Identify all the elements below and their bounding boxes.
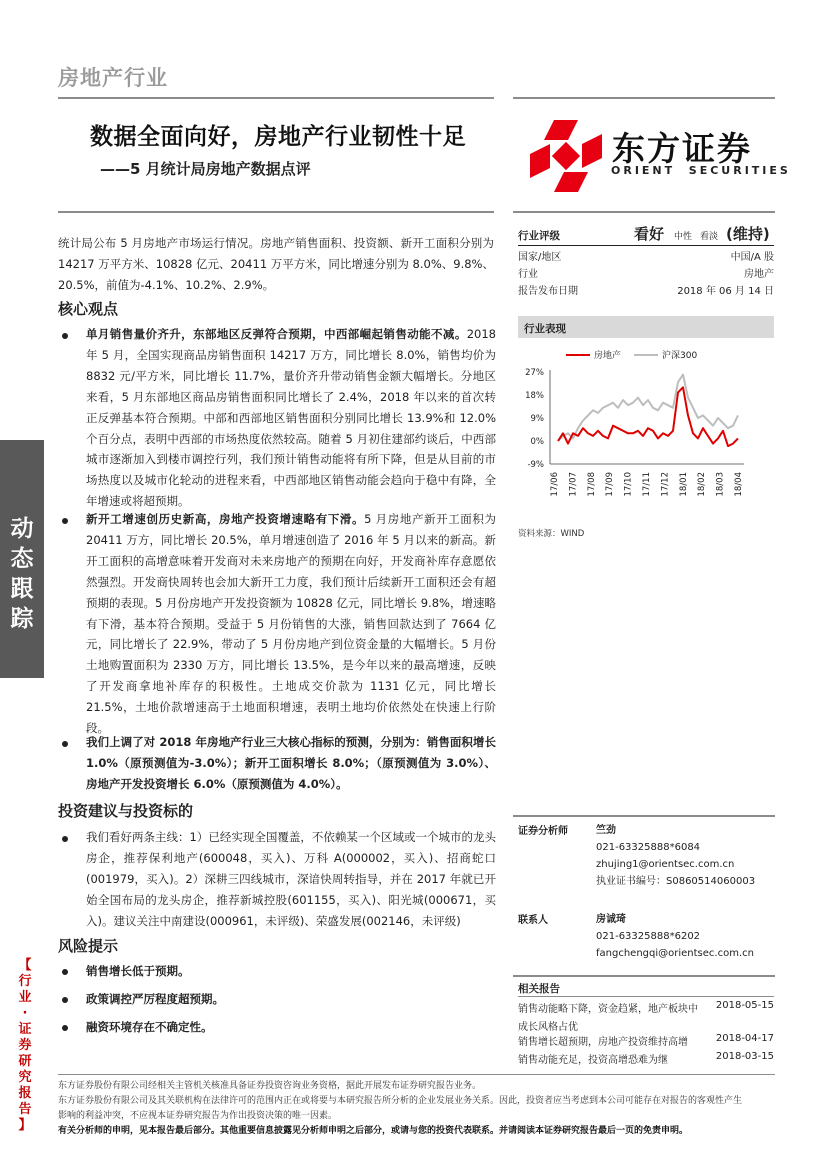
y-tick-label: 9% <box>530 414 544 424</box>
related-report-1[interactable]: 销售动能略下降，资金趋紧，地产板块中 成长风格占优 2018-05-15 <box>518 1000 774 1033</box>
risk-item-1: 销售增长低于预期。 <box>86 964 190 978</box>
core-point-1-bold: 单月销售量价齐升，东部地区反弹符合预期，中西部崛起销售动能不减。 <box>86 327 467 341</box>
related-report-2[interactable]: 销售增长超预期，房地产投资维持高增 2018-04-17 <box>518 1033 774 1048</box>
chart-header <box>518 316 774 338</box>
series-line-realestate <box>558 387 738 446</box>
x-tick-label: 18/03 <box>715 472 726 497</box>
core-point-3 <box>86 732 496 795</box>
section-risk-heading: 风险提示 <box>58 937 119 955</box>
core-point-3-bold: 我们上调了对 2018 年房地产行业三大核心指标的预测，分别为：销售面积增长 1.0%（原预测值为-3.0%）；新开工面积增长 8.0%；（原预测值为 3.0%）、房地产开发投资增长 6.0%（原预测值为 4.0%） <box>86 735 496 791</box>
analyst-divider <box>513 815 775 817</box>
bullet-dot <box>62 1025 68 1031</box>
x-tick-label: 18/04 <box>734 472 744 497</box>
x-tick-label: 17/08 <box>586 472 597 497</box>
analyst-label: 证券分析师 <box>518 826 568 837</box>
x-tick-label: 17/10 <box>623 472 634 497</box>
logo-text-cn: 东方证券 <box>612 129 752 168</box>
meta-row-region: 国家/地区 中国/A 股 <box>518 252 774 263</box>
core-point-1-text: 2018 年 5 月，全国实现商品房销售面积 14217 万方，同比增长 8.0%，销售均价为 8832 元/平方米，同比增长 11.7%，量价齐升带动销售金额大幅增长。分地区来看，5 月东部地区商品房销售面积同比增长了 2.4%，2018 年以来的首次转正反弹基本符合预期。中部和西部地区销售面积分别同比增长 13.9%和 12.0%个百分点，表明中西部的市场热度依然较高。随着 5 月初住建部约谈后，中西部城市逐渐加入到楼市调控行列，我们预计销售动能将有所下降，但是从目前的市场热度以及城市化轮动的进程来看，中西部地区销售动能会趋向于稳中有降，全年增速或将超预期。 <box>86 327 496 509</box>
x-tick-label: 17/12 <box>660 472 671 497</box>
related-report-1-date: 2018-05-15 <box>715 1000 774 1011</box>
related-report-3[interactable]: 销售动能充足，投资高增恐难为继 2018-03-15 <box>518 1051 774 1066</box>
y-tick-label: 18% <box>525 391 544 401</box>
chart-source: 资料来源：WIND <box>518 529 585 539</box>
bullet-dot <box>62 969 68 975</box>
intro-paragraph: 统计局公布 5 月房地产市场运行情况。房地产销售面积、投资额、新开工面积分别为 14217 万平方米、10828 亿元、20411 万平方米，同比增速分别为 8.0%、9.8%、20.5%，前值为-4.1%、10.2%、2.9%。 <box>58 236 494 292</box>
analyst-name: 竺劲 <box>596 825 616 836</box>
core-point-2-text: 5 月房地产新开工面积为 20411 万方，同比增长 20.5%，单月增速创造了 2016 年 5 月以来的新高。新开工面积的高增意味着开发商对未来房地产的预期在向好，开发商补库存意愿依然强烈。开发商快周转也会加大新开工力度，我们预计后续新开工面积还会有超预期的表现。5 月份房地产开发投资额为 10828 亿元，同比增长 9.8%，增速略有下滑，基本符合预期。受益于 5 月份销售的大涨，销售回款达到了 7664 亿元，同比增长了 22.9%，带动了 5 月份房地产到位资金量的大幅增长。5 月份土地购置面积为 2330 万方，同比增长 13.5%，是今年以来的最高增速，反映了开发商拿地补库存的积极性。土地成交价款为 1131 亿元，同比增长 21.5%，土地价款增速高于土地面积增速，表明土地均价依然处在快速上行阶段。 <box>86 512 496 736</box>
risk-item-2: 政策调控严厉程度超预期。 <box>86 992 224 1006</box>
x-tick-label: 17/11 <box>642 472 652 497</box>
bullet-dot <box>62 741 68 747</box>
x-tick-label: 17/06 <box>550 472 560 497</box>
related-label: 相关报告 <box>518 983 560 995</box>
rating-value: 看好 <box>634 225 665 243</box>
title-divider-right <box>513 211 775 213</box>
rating-meta <box>518 248 774 299</box>
industry-tag: 房地产行业 <box>58 66 168 90</box>
footer-disclaimer: 东方证券股份有限公司经相关主管机关核准具备证券投资咨询业务资格，据此开展发布证券研究报告业务。 东方证券股份有限公司及其关联机构在法律许可的范围内正在或将要与本研究报告所分析的企业发展业务关系。因此，投资者应当考虑到本公司可能存在对报告的客观性产生 影响的利益冲突，不应视本证券研究报告为作出投资决策的唯一因素。 有关分析师的申明，见本报告最后部分。其他重要信息披露见分析师申明之后部分，或请与您的投资代表联系。并请阅读本证券研究报告最后一页的免责申明。 <box>58 1081 743 1136</box>
contact-label: 联系人 <box>518 915 548 926</box>
x-tick-label: 18/02 <box>697 472 708 497</box>
related-report-3-date: 2018-03-15 <box>715 1051 774 1062</box>
report-title: 数据全面向好，房地产行业韧性十足 <box>90 124 466 150</box>
footer-divider <box>58 1074 775 1075</box>
risk-item-3: 融资环境存在不确定性。 <box>86 1020 213 1034</box>
y-tick-label: 0% <box>530 437 544 447</box>
x-tick-label: 17/09 <box>605 472 616 497</box>
y-tick-label: 27% <box>525 368 544 378</box>
orient-logo-icon <box>528 118 604 194</box>
x-tick-label: 17/07 <box>568 472 579 497</box>
logo-text-en: ORIENT SECURITIES <box>611 164 791 177</box>
industry-performance-chart <box>518 340 774 520</box>
contact-name: 房诚琦 <box>596 914 626 925</box>
analyst-phone: 021-63325888*6084 <box>596 842 701 853</box>
core-point-2-bold: 新开工增速创历史新高，房地产投资增速略有下滑。 <box>86 512 365 526</box>
core-point-3-text: 。 <box>336 776 348 791</box>
title-divider-left <box>58 211 494 213</box>
related-underline <box>518 996 774 997</box>
rating-maintain: (维持) <box>726 225 770 243</box>
bullet-dot <box>62 333 68 339</box>
chart-title: 行业表现 <box>524 323 566 335</box>
related-report-2-date: 2018-04-17 <box>715 1033 774 1044</box>
analyst-cert: 执业证书编号：S0860514060003 <box>596 876 756 887</box>
meta-row-industry: 行业 房地产 <box>518 269 774 280</box>
analyst-email: zhujing1@orientsec.com.cn <box>596 859 735 870</box>
report-subtitle: ——5 月统计局房地产数据点评 <box>100 160 311 178</box>
bullet-dot <box>62 997 68 1003</box>
section-invest-heading: 投资建议与投资标的 <box>58 802 194 820</box>
contact-email: fangchengqi@orientsec.com.cn <box>596 948 754 959</box>
meta-row-date: 报告发布日期 2018 年 06 月 14 日 <box>518 286 774 297</box>
legend-label-hs300: 沪深300 <box>662 351 698 361</box>
related-divider <box>513 975 775 977</box>
header-divider-right <box>513 97 775 99</box>
rating-row <box>518 223 774 246</box>
legend-label-realestate: 房地产 <box>594 351 622 361</box>
sidebar-band-label: 动 态 跟 踪 <box>10 516 34 632</box>
y-tick-label: -9% <box>527 460 544 470</box>
invest-paragraph: 我们看好两条主线：1）已经实现全国覆盖，不依赖某一个区域或一个城市的龙头房企，推荐保利地产(600048，买入)、万科 A(000002，买入)、招商蛇口(001979，买入)。2）深耕三四线城市，深谙快周转指导，并在 2017 年就已开始全国布局的龙头房企，推荐新城控股(601155，买入)、阳光城(000671，买入)。建议关注中南建设(000961，未评级)、荣盛发展(002146，未评级) <box>86 830 496 928</box>
rating-label: 行业评级 <box>518 230 560 242</box>
bullet-dot <box>62 836 68 842</box>
core-point-2 <box>86 509 496 739</box>
contact-info <box>596 911 754 962</box>
x-tick-label: 18/01 <box>678 472 689 497</box>
rating-option-bearish: 看淡 <box>700 232 719 242</box>
contact-phone: 021-63325888*6202 <box>596 931 701 942</box>
rating-option-neutral: 中性 <box>674 232 693 242</box>
core-point-1 <box>86 324 496 512</box>
bullet-dot <box>62 518 68 524</box>
section-core-heading: 核心观点 <box>58 300 119 318</box>
header-divider-left <box>58 97 494 99</box>
sidebar-report-type: 【 行 业 · 证 券 研 究 报 告 】 <box>18 958 32 1133</box>
analyst-info <box>596 822 755 890</box>
